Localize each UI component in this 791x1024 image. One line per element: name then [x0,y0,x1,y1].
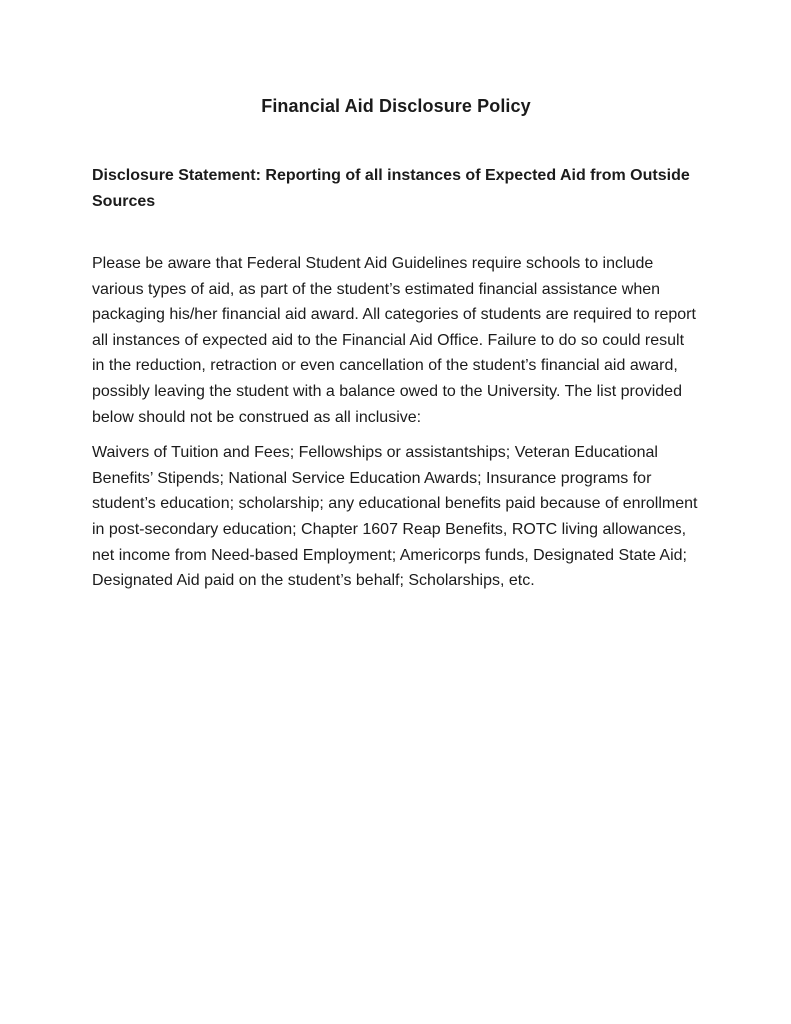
body-paragraph-1: Please be aware that Federal Student Aid Guidelines require schools to include various types of aid, as part of the student’s estimated financial assistance when packaging his/her financial aid award. All categories of students are required to report all instances of expected aid to the Financial Aid Office. Failure to do so could result in the reduction, retraction or even cancellation of the student’s financial aid award, possibly leaving the student with a balance owed to the University. The list provided below should not be construed as all inclusive: [92,255,696,426]
document-title: Financial Aid Disclosure Policy [261,96,531,116]
section-heading: Disclosure Statement: Reporting of all instances of Expected Aid from Outside Sources [92,167,690,210]
body-paragraph-2: Waivers of Tuition and Fees; Fellowships or assistantships; Veteran Educational Benefits’ Stipends; National Service Education Awards; Insurance programs for student’s education; scholarship; any educational benefits paid because of enrollment in post-secondary education; Chapter 1607 Reap Benefits, ROTC living allowances, net income from Need-based Employment; Americorps funds, Designated State Aid; Designated Aid paid on the student’s behalf; Scholarships, etc. [92,444,698,590]
